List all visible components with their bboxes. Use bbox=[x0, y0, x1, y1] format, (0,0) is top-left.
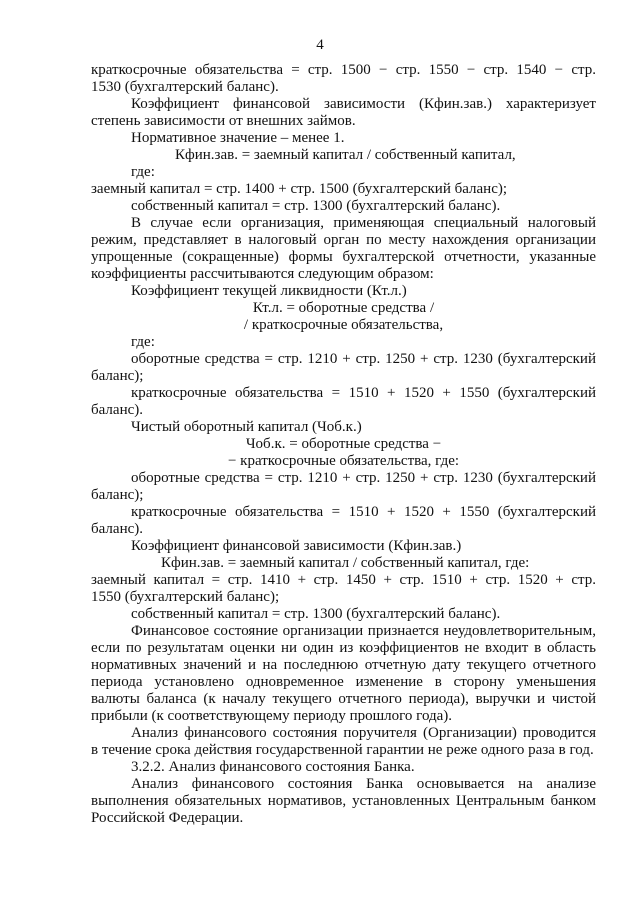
text-line: краткосрочные обязательства = 1510 + 1520 + 1550 (бухгалтерский bbox=[131, 504, 596, 520]
formula-line: − краткосрочные обязательства, где: bbox=[227, 453, 460, 469]
text-line: В случае если организация, применяющая специальный налоговый bbox=[131, 215, 596, 231]
text-line: коэффициенты рассчитываются следующим образом: bbox=[91, 266, 434, 282]
text-line: 1530 (бухгалтерский баланс). bbox=[91, 79, 279, 95]
text-line: где: bbox=[131, 334, 155, 350]
text-line: периода установлено одновременное изменение в сторону уменьшения bbox=[91, 674, 596, 690]
text-line: собственный капитал = стр. 1300 (бухгалтерский баланс). bbox=[131, 606, 501, 622]
text-line: краткосрочные обязательства = стр. 1500 − стр. 1550 − стр. 1540 − стр. bbox=[91, 62, 596, 78]
text-line: валюты баланса (к началу текущего отчетного периода), выручки и чистой bbox=[91, 691, 596, 707]
text-line: баланс); bbox=[91, 487, 144, 503]
section-heading: 3.2.2. Анализ финансового состояния Банка. bbox=[131, 759, 415, 775]
text-line: в течение срока действия государственной гарантии не реже одного раза в год. bbox=[91, 742, 594, 758]
formula-line: Кфин.зав. = заемный капитал / собственный капитал, bbox=[175, 147, 516, 163]
text-line: заемный капитал = стр. 1400 + стр. 1500 (бухгалтерский баланс); bbox=[91, 181, 508, 197]
text-line: степень зависимости от внешних займов. bbox=[91, 113, 356, 129]
text-line: режим, представляет в налоговый орган по месту нахождения организации bbox=[91, 232, 596, 248]
text-line: баланс). bbox=[91, 521, 143, 537]
formula-line: Чоб.к. = оборотные средства − bbox=[245, 436, 442, 452]
text-line: прибыли (к соответствующему периоду прошлого года). bbox=[91, 708, 453, 724]
text-line: собственный капитал = стр. 1300 (бухгалтерский баланс). bbox=[131, 198, 501, 214]
text-line: баланс). bbox=[91, 402, 143, 418]
text-line: Коэффициент текущей ликвидности (Кт.л.) bbox=[131, 283, 407, 299]
text-line: упрощенные (сокращенные) формы бухгалтерской отчетности, указанные bbox=[91, 249, 596, 265]
text-line: Чистый оборотный капитал (Чоб.к.) bbox=[131, 419, 362, 435]
formula-line: Кт.л. = оборотные средства / bbox=[252, 300, 435, 316]
text-line: выполнения обязательных нормативов, установленных Центральным банком bbox=[91, 793, 596, 809]
text-line: 1550 (бухгалтерский баланс); bbox=[91, 589, 280, 605]
text-line: нормативных значений и на последнюю отчетную дату текущего отчетного bbox=[91, 657, 596, 673]
text-line: заемный капитал = стр. 1410 + стр. 1450 + стр. 1510 + стр. 1520 + стр. bbox=[91, 572, 596, 588]
text-line: краткосрочные обязательства = 1510 + 1520 + 1550 (бухгалтерский bbox=[131, 385, 596, 401]
text-line: Анализ финансового состояния Банка основывается на анализе bbox=[131, 776, 596, 792]
text-line: где: bbox=[131, 164, 155, 180]
page-content bbox=[91, 62, 596, 827]
text-line: Коэффициент финансовой зависимости (Кфин.зав.) bbox=[131, 538, 462, 554]
text-line: оборотные средства = стр. 1210 + стр. 1250 + стр. 1230 (бухгалтерский bbox=[131, 470, 596, 486]
text-line: если по результатам оценки ни один из коэффициентов не входит в область bbox=[91, 640, 596, 656]
page-number: 4 bbox=[316, 37, 324, 53]
text-line: оборотные средства = стр. 1210 + стр. 1250 + стр. 1230 (бухгалтерский bbox=[131, 351, 596, 367]
text-line: Российской Федерации. bbox=[91, 810, 244, 826]
formula-line: / краткосрочные обязательства, bbox=[243, 317, 444, 333]
text-line: Коэффициент финансовой зависимости (Кфин.зав.) характеризует bbox=[131, 96, 596, 112]
text-line: Финансовое состояние организации признается неудовлетворительным, bbox=[131, 623, 596, 639]
text-line: баланс); bbox=[91, 368, 144, 384]
formula-line: Кфин.зав. = заемный капитал / собственный капитал, где: bbox=[161, 555, 530, 571]
text-line: Нормативное значение – менее 1. bbox=[131, 130, 345, 146]
text-line: Анализ финансового состояния поручителя (Организации) проводится bbox=[131, 725, 596, 741]
